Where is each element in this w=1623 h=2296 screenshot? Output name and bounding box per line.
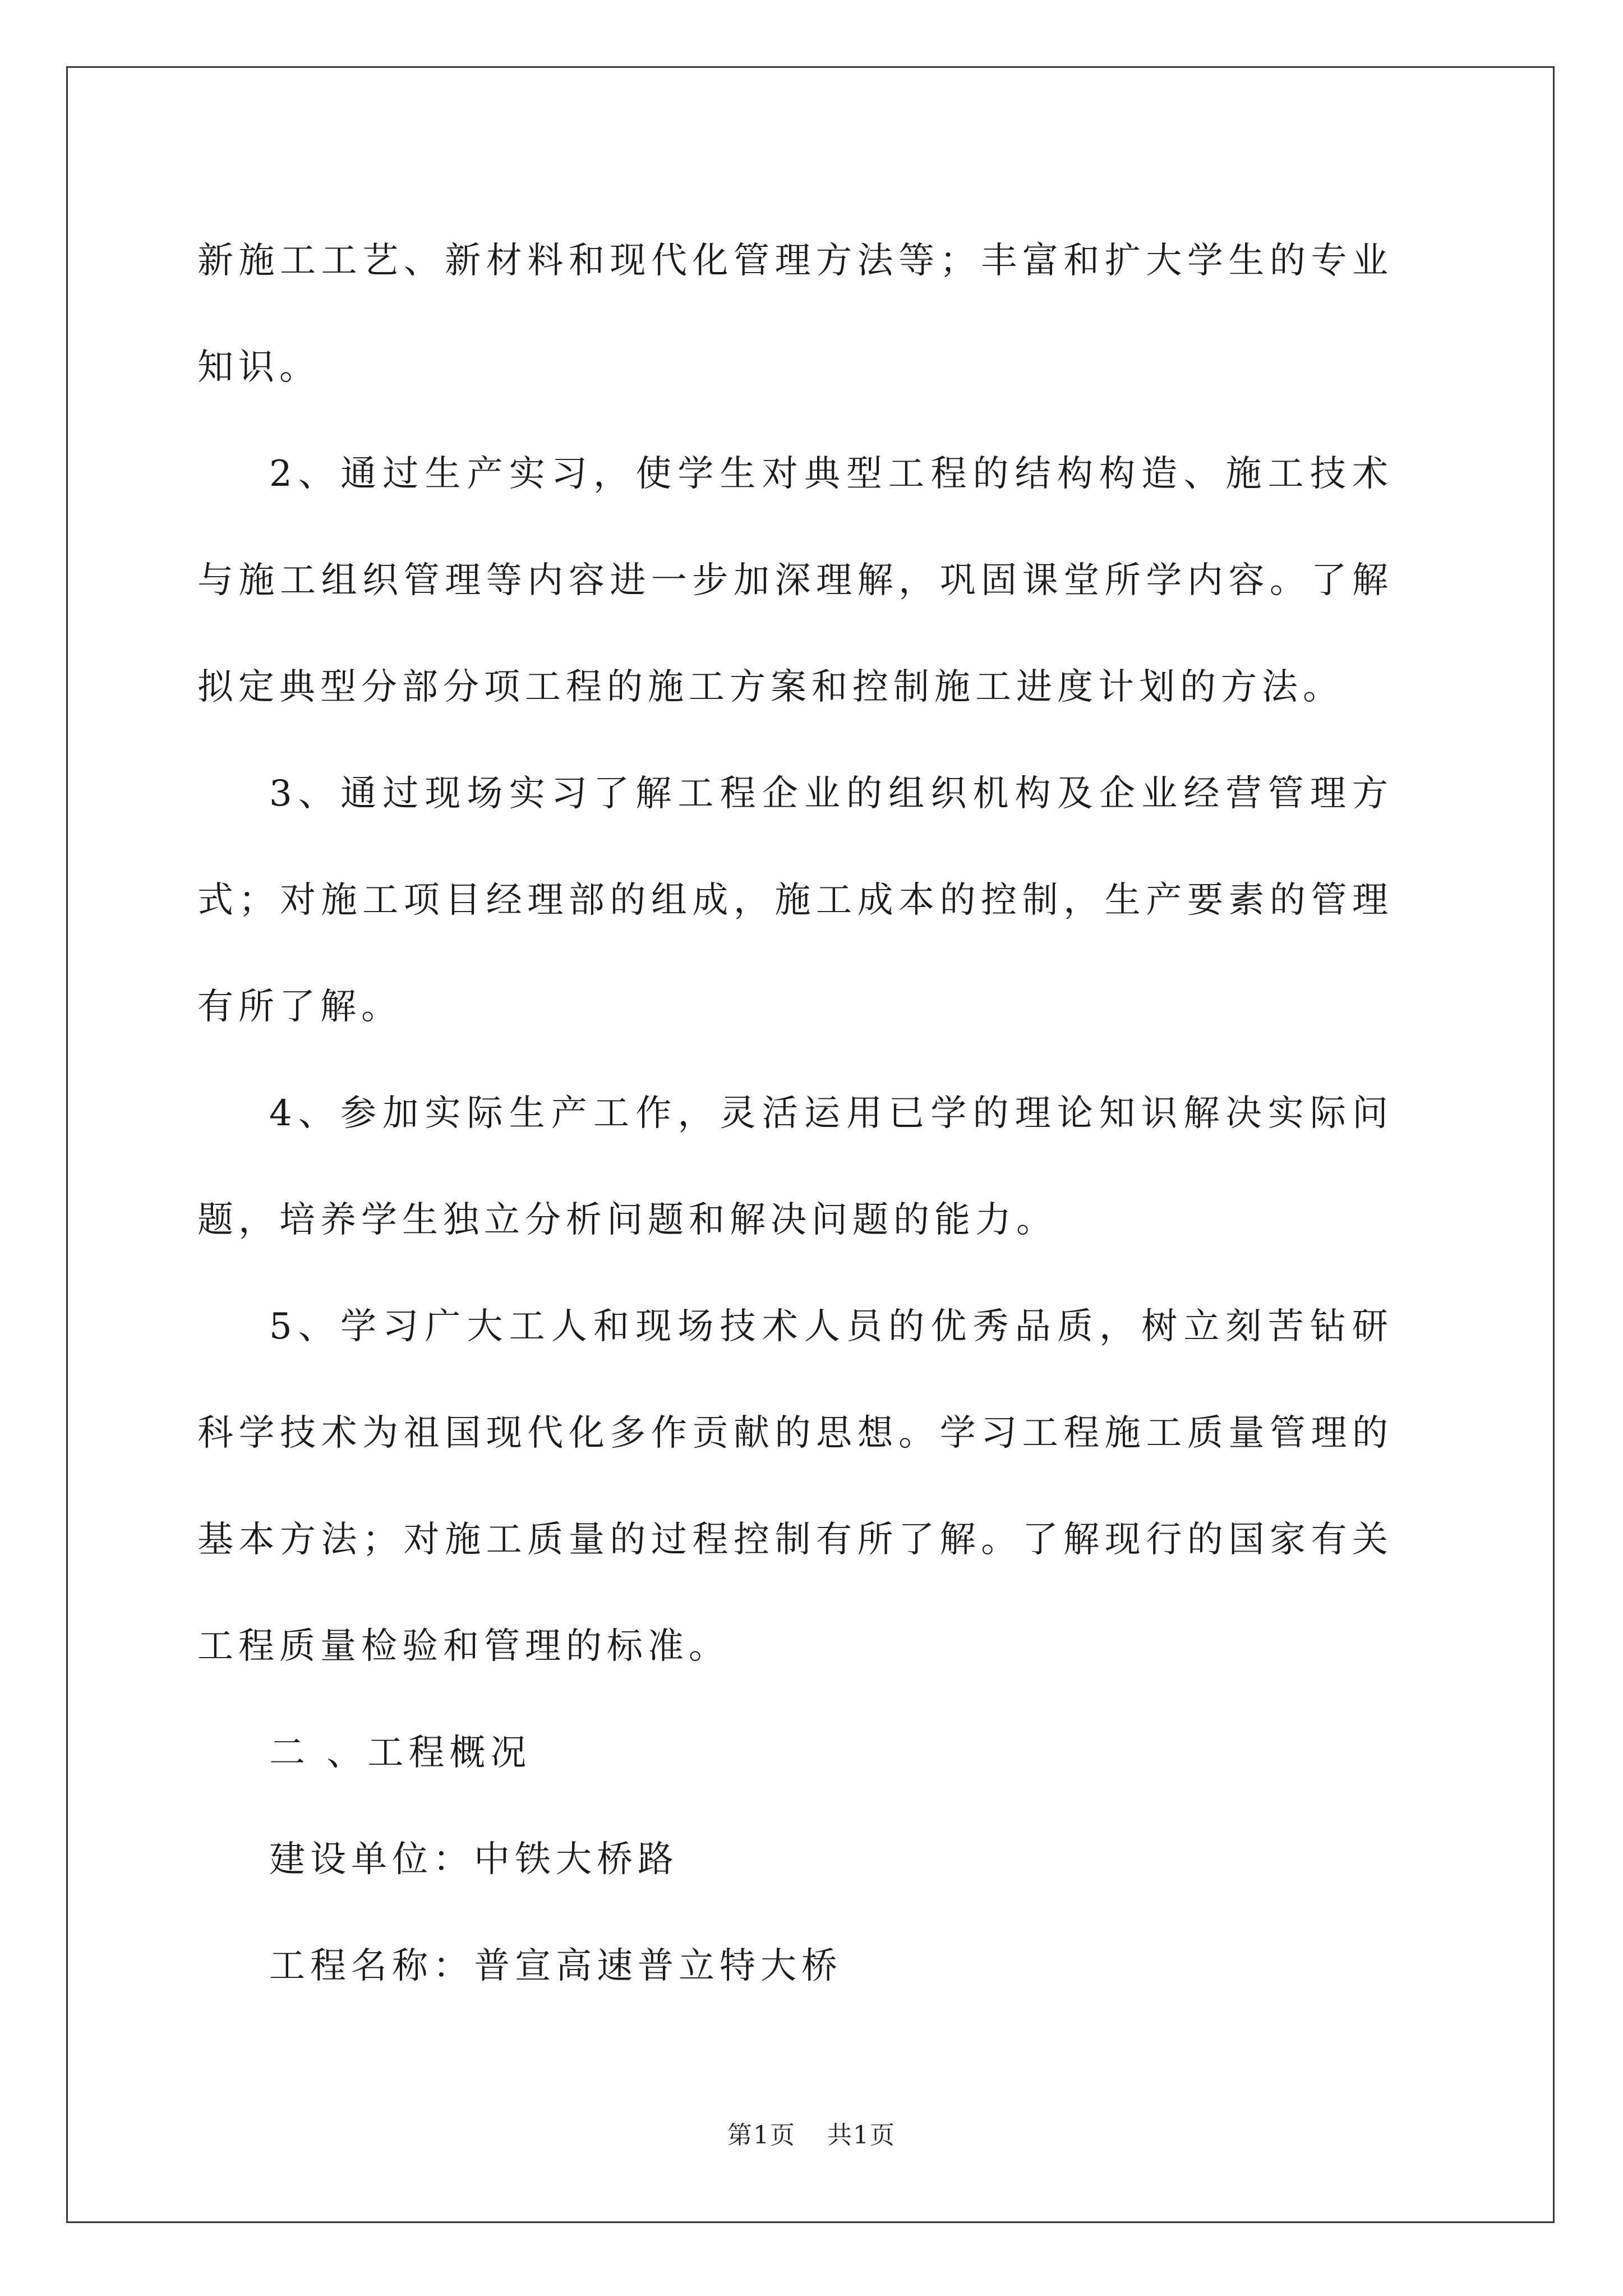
page-number-total: 共1页: [827, 2121, 896, 2150]
paragraph-item-3: 3、通过现场实习了解工程企业的组织机构及企业经营管理方式；对施工项目经理部的组成，施工成本的控制，生产要素的管理有所了解。: [197, 773, 1393, 1028]
paragraph-item-5: 5、学习广大工人和现场技术人员的优秀品质，树立刻苦钻研科学技术为祖国现代化多作贡献的思想。学习工程施工质量管理的基本方法；对施工质量的过程控制有所了解。了解现行的国家有关工程质量检验和管理的标准。: [197, 1306, 1393, 1667]
paragraph-continued-from-previous-page: 新施工工艺、新材料和现代化管理方法等；丰富和扩大学生的专业知识。: [197, 240, 1393, 388]
project-name-line: 工程名称：普宣高速普立特大桥: [269, 1945, 842, 1987]
paragraph-item-4: 4、参加实际生产工作，灵活运用已学的理论知识解决实际问题，培养学生独立分析问题和解决问题的能力。: [197, 1093, 1393, 1241]
paragraph-item-2: 2、通过生产实习，使学生对典型工程的结构构造、施工技术与施工组织管理等内容进一步加深理解，巩固课堂所学内容。了解拟定典型分部分项工程的施工方案和控制施工进度计划的方法。: [197, 453, 1393, 708]
page-number-current: 第1页: [727, 2121, 796, 2150]
construction-unit-line: 建设单位：中铁大桥路: [269, 1839, 679, 1880]
document-body: [197, 208, 1393, 2019]
page-footer: [0, 2115, 1623, 2151]
section-heading-project-overview: 二 、工程概况: [269, 1732, 532, 1774]
